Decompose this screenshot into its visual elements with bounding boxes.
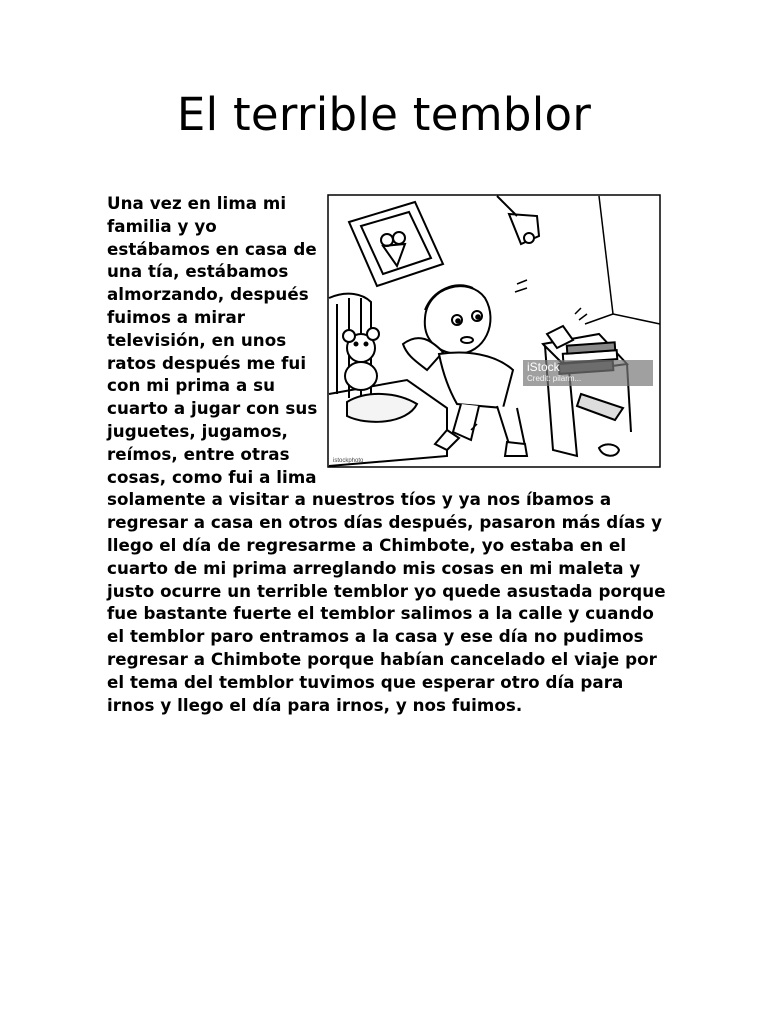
svg-text:istockphoto: istockphoto: [333, 458, 364, 464]
stock-watermark: [523, 360, 653, 386]
document-body: [107, 192, 667, 716]
earthquake-illustration: [327, 194, 661, 468]
watermark-credit: Credit: pilarm...: [527, 374, 582, 383]
document-title: El terrible temblor: [176, 88, 592, 141]
illustration-drawing: [327, 194, 661, 468]
story-paragraph: Una vez en lima mi familia y yo estábamos en casa de una tía, estábamos almorzando, después fuimos a mirar televisión, en unos ratos después me fui con mi prima a su cuarto a jugar con sus juguetes, jugamos, reímos, entre otras cosas, como fui a lima solamente a visitar a nuestros tíos y ya nos íbamos a regresar a casa en otros días después, pasaron más días y llego el día de regresarme a Chimbote, yo estaba en el cuarto de mi prima arreglando mis cosas en mi maleta y justo ocurre un terrible temblor yo quede asustada porque fue bastante fuerte el temblor salimos a la calle y cuando el temblor paro entramos a la casa y ese día no pudimos regresar a Chimbote porque habían cancelado el viaje por el tema del temblor tuvimos que esperar otro día para irnos y llego el día para irnos, y nos fuimos.: [107, 193, 666, 715]
watermark-brand: iStock: [527, 360, 560, 374]
